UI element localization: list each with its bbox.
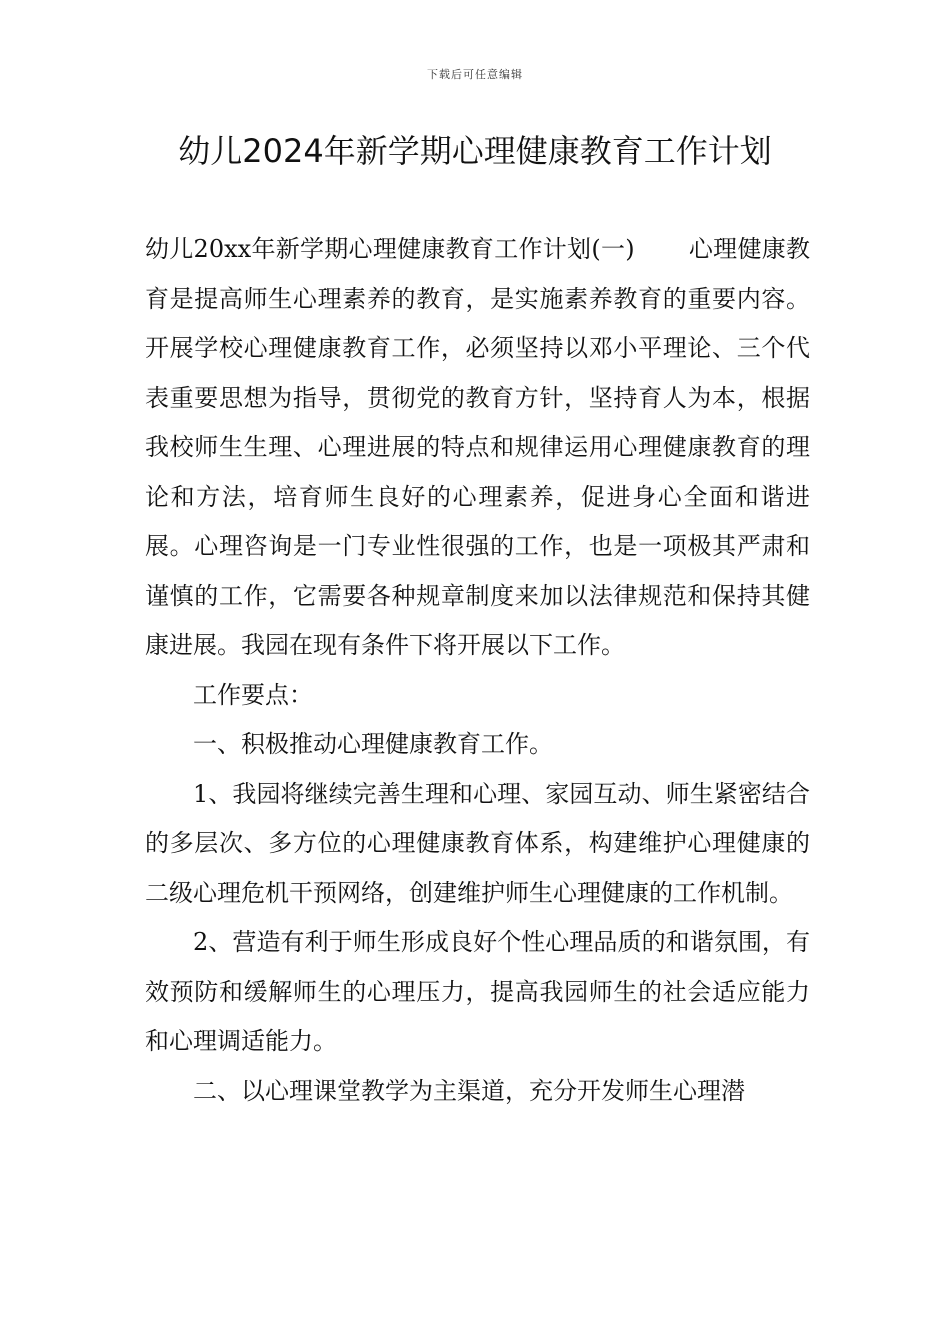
section-1-heading: 一、积极推动心理健康教育工作。 <box>193 730 553 758</box>
document-body <box>145 225 810 1116</box>
header-note: 下载后可任意编辑 <box>427 68 523 81</box>
document-title: 幼儿2024年新学期心理健康教育工作计划 <box>178 132 772 170</box>
item-1-paragraph: 1、我园将继续完善生理和心理、家园互动、师生紧密结合的多层次、多方位的心理健康教育体系，构建维护心理健康的二级心理危机干预网络，创建维护师生心理健康的工作机制。 <box>145 779 810 907</box>
work-points-heading: 工作要点： <box>193 680 313 709</box>
intro-body: 心理健康教育是提高师生心理素养的教育，是实施素养教育的重要内容。开展学校心理健康教育工作，必须坚持以邓小平理论、三个代表重要思想为指导，贯彻党的教育方针，坚持育人为本，根据我校师生生理、心理进展的特点和规律运用心理健康教育的理论和方法，培育师生良好的心理素养，促进身心全面和谐进展。心理咨询是一门专业性很强的工作，也是一项极其严肃和谨慎的工作，它需要各种规章制度来加以法律规范和保持其健康进展。我园在现有条件下将开展以下工作。 <box>145 235 810 659</box>
intro-heading: 幼儿20xx年新学期心理健康教育工作计划(一) <box>145 235 635 263</box>
intro-paragraph <box>145 225 810 671</box>
section-2-heading: 二、以心理课堂教学为主渠道，充分开发师生心理潜 <box>193 1076 745 1105</box>
item-2-paragraph: 2、营造有利于师生形成良好个性心理品质的和谐氛围，有效预防和缓解师生的心理压力，提高我园师生的社会适应能力和心理调适能力。 <box>145 928 810 1055</box>
